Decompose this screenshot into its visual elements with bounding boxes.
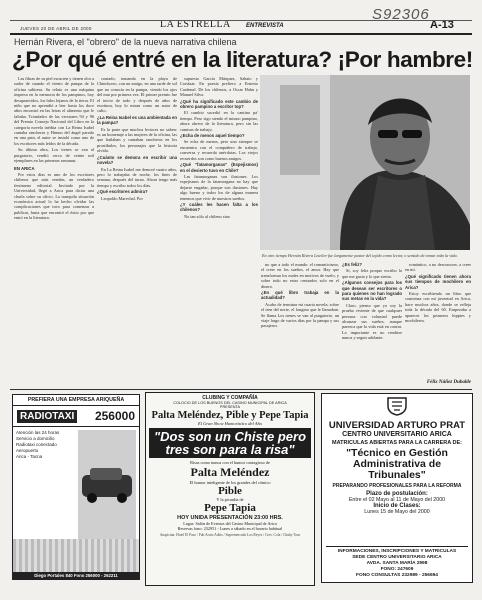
body-paragraph: contado, tomando en la playa de Chinchorro, con un amigo, en una tarde de sol que no conocía en la pampa, viendo los ojos del mar por primera vez. El primer premio fue el inicio de todo y después de años de escritura, hoy lo miran como un autor de culto. bbox=[97, 76, 177, 114]
interview-answer: Claro, pienso que yo soy la prueba viviente de que cualquier persona con voluntad puede alcanzar sus sueños, aunque parezca que la vida está en contra. Lo importante es no rendirse nunca y seguir adelante. bbox=[342, 302, 402, 341]
matriculas-label: MATRICULAS ABIERTAS PARA LA CARRERA DE: bbox=[332, 440, 462, 446]
body-paragraph: Su última obra, Los trenes se van al purgatorio, vendió cerca de veinte mil ejemplares en las primeras semanas. bbox=[14, 147, 94, 164]
interview-answer: En La Reina Isabel me demoré cuatro años, pero lo trabajaba de noche, los fines de semana, después del turno. Ahora tengo más tiempo y escribo todos los días. bbox=[97, 166, 177, 188]
service-line: Atención las 24 horas bbox=[16, 430, 60, 435]
interview-answer: Es la parte que muchos lectores no saben: es un homenaje a las mujeres de la oficina, las que bailaban y cantaban rancheras en los prostíbulos, los personajes que la historia olvida. bbox=[97, 126, 177, 154]
university-ad bbox=[321, 393, 473, 583]
subhead-en-arica: EN ARICA bbox=[14, 165, 35, 171]
contact-consultas: FONO CONSULTAS 232989 - 256694 bbox=[356, 573, 438, 578]
article-column-1 bbox=[14, 76, 94, 326]
service-line: Radiotaxi conectado bbox=[16, 442, 57, 447]
interview-answer: Las fatamorganas son ilusiones. Los espejismos de la fatamorgana no hay que dejarse engañar, porque son ilusiones. Hay algo bueno y todos los de alguna manera tenemos que vivir de nuestros sueños. bbox=[180, 173, 258, 201]
show-headliner: Palta Meléndez bbox=[190, 465, 270, 479]
article-headline: ¿Por qué entré en la literatura? ¡Por hambre! bbox=[12, 47, 473, 72]
show-event-sub: Lugar: Salón de Eventos del Casino Municipal de Arica bbox=[183, 521, 277, 526]
reform-tagline: PREPARANDO PROFESIONALES PARA LA REFORMA bbox=[332, 483, 462, 489]
interview-question: ¿Cuánto se demora en escribir una novela? bbox=[97, 154, 177, 166]
interview-question: ¿Qué "fatamorganas" (Espejismos) en el desierto tuvo en Chile? bbox=[180, 162, 258, 173]
body-paragraph: no que a todo el mundo: el romanticismo, el creer en los sueños, el amor. Hay que transformar los males en motivos de vuelo, y sobre todo no estar centrados solo en el dinero. bbox=[261, 262, 339, 289]
body-paragraph: romántico, a no desconocer, a creer en mí. bbox=[405, 262, 471, 273]
article-column-2 bbox=[97, 76, 177, 384]
show-presenter: CLUBING Y COMPAÑÍA bbox=[202, 395, 258, 401]
interview-question: ¿Echa de menos aquel tiempo? bbox=[180, 133, 245, 139]
interview-answer: El cambio sucedió en la cantina pa' tiempo. Pero sigo siendo el mismo pampino, ahora obrero de la literatura, pero sin las camisas de trabajo. bbox=[180, 110, 258, 132]
author-portrait-image bbox=[260, 75, 470, 250]
author-photo bbox=[260, 75, 470, 250]
paper-name: LA ESTRELLA bbox=[160, 19, 231, 30]
plazo-label: Plazo de postulación: bbox=[366, 491, 428, 497]
service-line: Aeropuerto bbox=[16, 448, 39, 453]
radiotaxi-phone: 256000 bbox=[94, 409, 135, 423]
interview-answer: Leopoldo Marechal. Por bbox=[101, 195, 143, 201]
article-kicker: Hernán Rivera, el "obrero" de la nueva narrativa chilena bbox=[14, 37, 237, 47]
university-contact bbox=[322, 549, 472, 579]
show-event: HOY UNIDA PRESENTACIÓN 23:00 HRS. bbox=[177, 515, 283, 521]
inicio-date: Lunes 15 de Mayo del 2000 bbox=[364, 509, 430, 515]
show-tagline-box bbox=[149, 428, 311, 458]
contact-address: AVDA. SANTA MARÍA 2998 bbox=[366, 561, 428, 566]
body-paragraph: Las fibras de su piel escurren y tienen olor a sudor de cuando el viento de pampa de la oficina salitrera. Su relato es una máquina impresa en la memoria de los pampinos, hoy desaparecidos, los hilos lejanos de la tierra. El niño que no aprendió a leer hasta los doce años encontró en las letras el alimento que le faltaba. Triunfador de las versiones 94 y 96 del Premio Consejo Nacional del Libro en la categoría novela inédita con La Reina Isabel cantaba rancheras y Himno del ángel parado en una pata, el autor se instaló como uno de los escritores más leídos de la década. bbox=[14, 76, 94, 146]
issue-date: JUEVES 20 DE ABRIL DE 2000 bbox=[20, 26, 92, 31]
article-column-5 bbox=[342, 262, 402, 384]
contact-sede: SEDE CENTRO UNIVERSITARIO ARICA bbox=[352, 555, 442, 560]
show-headliner-sub: El humor inteligente de los grandes del cómico bbox=[189, 480, 271, 485]
interview-answer: Sí, soy feliz porque escribo lo que me gusta y lo que siento. bbox=[342, 268, 402, 279]
interview-question: ¿Y cuáles les hacen falta a los chilenos? bbox=[180, 201, 258, 213]
show-pepe: Pepe Tapia bbox=[204, 502, 256, 514]
body-paragraph: Por estos días es uno de los escritores chilenos que más venden, un verdadero fenómeno editorial. Invitado por la Universidad, llegó a Arica para dictar una charla sobre su oficio. La tranquila situación económica actual lo ha hecho olvidar las complicaciones que tuvo para comenzar a publicar, hasta que encontró el éxito por que entró en la literatura. bbox=[14, 171, 94, 221]
show-sponsors: Auspician: Hotel El Paso / Pub Aroto Adiós / Supermercado Los Reyes / Cerv. Cola / Chuby Tour bbox=[159, 533, 301, 537]
inicio-label: Inicio de Clases: bbox=[373, 503, 421, 509]
article-column-6 bbox=[405, 262, 471, 380]
interview-question: ¿Qué ha significado este cambio de obrero pampino a escritor top? bbox=[180, 98, 258, 110]
show-tagline: "Dos son un Chiste pero tres son para la risa" bbox=[153, 429, 307, 457]
show-tagline-sub: Risas como nunca con el humor contagioso de bbox=[190, 460, 270, 465]
interview-answer: Estoy escribiendo un libro que comienza con mi juventud en Arica, hace muchos años, donde se refleja toda la década del 60. Empezaba a aparecer los primeros hippies y mochileros. bbox=[405, 291, 471, 324]
contact-info: INFORMACIONES, INSCRIPCIONES Y MATRICULAS bbox=[337, 549, 457, 554]
service-line: Arica - Tacna bbox=[16, 454, 43, 459]
show-pible-sub: Y la picardía de bbox=[216, 497, 244, 502]
article-byline: Félix Núñez Dubalde bbox=[426, 380, 471, 385]
page-number: A-13 bbox=[430, 19, 454, 31]
taxi-photo-icon bbox=[78, 430, 136, 540]
radiotaxi-services bbox=[16, 430, 78, 540]
section-label: ENTREVISTA bbox=[246, 23, 284, 29]
article-column-3 bbox=[180, 76, 258, 384]
radiotaxi-brand: RADIOTAXI bbox=[17, 410, 77, 423]
interview-question: ¿En qué libro trabaja en la actualidad? bbox=[261, 290, 339, 301]
masthead-top-rule bbox=[10, 20, 472, 21]
interview-answer: No tan sólo al chileno sino bbox=[184, 213, 230, 219]
interview-question: ¿Qué significado tienen ahora sus tiempos de mochilero en Arica? bbox=[405, 273, 471, 290]
university-crest-icon bbox=[385, 396, 409, 416]
photo-caption: En otro tiempo Hernán Rivera Letelier fue largamente pastor del tejido como lector, o sentido de tomar todo la vida. bbox=[262, 253, 458, 258]
body-paragraph: supuesto García Márquez, Sabato y Cortázar. En poesía prefiero a Ernesto Cardenal. De los chilenos, a Oscar Hahn y Manuel Silva. bbox=[180, 76, 258, 98]
interview-question: ¿Algunos consejos para los que desean ser escritores o para quienes no han logrado sus metas en la vida? bbox=[342, 280, 402, 302]
interview-question: ¿Qué escritores admira? bbox=[97, 189, 148, 195]
ads-divider bbox=[10, 389, 472, 390]
interview-question: ¿Es feliz? bbox=[342, 262, 363, 267]
university-name: UNIVERSIDAD ARTURO PRAT bbox=[328, 420, 466, 431]
show-pible: Pible bbox=[218, 485, 242, 497]
show-cast-sub: El Gran Show Humorístico del Año bbox=[197, 421, 263, 426]
career-name: "Técnico en Gestión Administrativa de Tribunales" bbox=[346, 447, 448, 481]
contact-phone: FONO: 247609 bbox=[380, 567, 414, 572]
service-line: Servicio a domicilio bbox=[16, 436, 55, 441]
comedy-show-ad bbox=[145, 392, 315, 586]
handwritten-archive-id: S92306 bbox=[372, 6, 430, 23]
ad-top-line: PREFIERA UNA EMPRESA ARIQUEÑA bbox=[13, 395, 139, 406]
show-cast: Palta Meléndez, Pible y Pepe Tapia bbox=[151, 410, 309, 421]
masthead-rule bbox=[10, 33, 472, 35]
article-column-4 bbox=[261, 262, 339, 384]
show-reservas: Reservas fono: 232951 - Lunes a sábado en el horario habitual bbox=[177, 526, 283, 531]
interview-question: ¿La Reina Isabel es una ambientada en la pampa? bbox=[97, 114, 177, 126]
show-presenter-sub: COLOCIO DE LOS BUENOS DEL CASINO MUNICIPAL DE ARICA bbox=[173, 401, 287, 405]
radiotaxi-ad bbox=[12, 394, 140, 580]
interview-answer: Se echa de menos, pero uno siempre se encuentra con el compañero de trabajo, conversa y recuerda anécdotas. Los viejos recuerdos son como buenos amigos. bbox=[180, 139, 258, 161]
interview-answer: Acabo de terminar mi cuarta novela, sobre el tren del norte, el longino que le llamaban. Se llama Los trenes se van al purgatorio, un viaje largo de varios días por la pampa y sus pasajeros. bbox=[261, 301, 339, 329]
plazo-dates: Entre el 02 Mayo al 11 de Mayo del 2000 bbox=[348, 497, 446, 503]
university-center: CENTRO UNIVERSITARIO ARICA bbox=[342, 431, 452, 438]
ad-inner-rule bbox=[326, 546, 468, 547]
radiotaxi-footer: Diego Portales 840 Fono 256000 - 262211 bbox=[13, 572, 139, 579]
show-presents: PRESENTA bbox=[219, 405, 241, 409]
